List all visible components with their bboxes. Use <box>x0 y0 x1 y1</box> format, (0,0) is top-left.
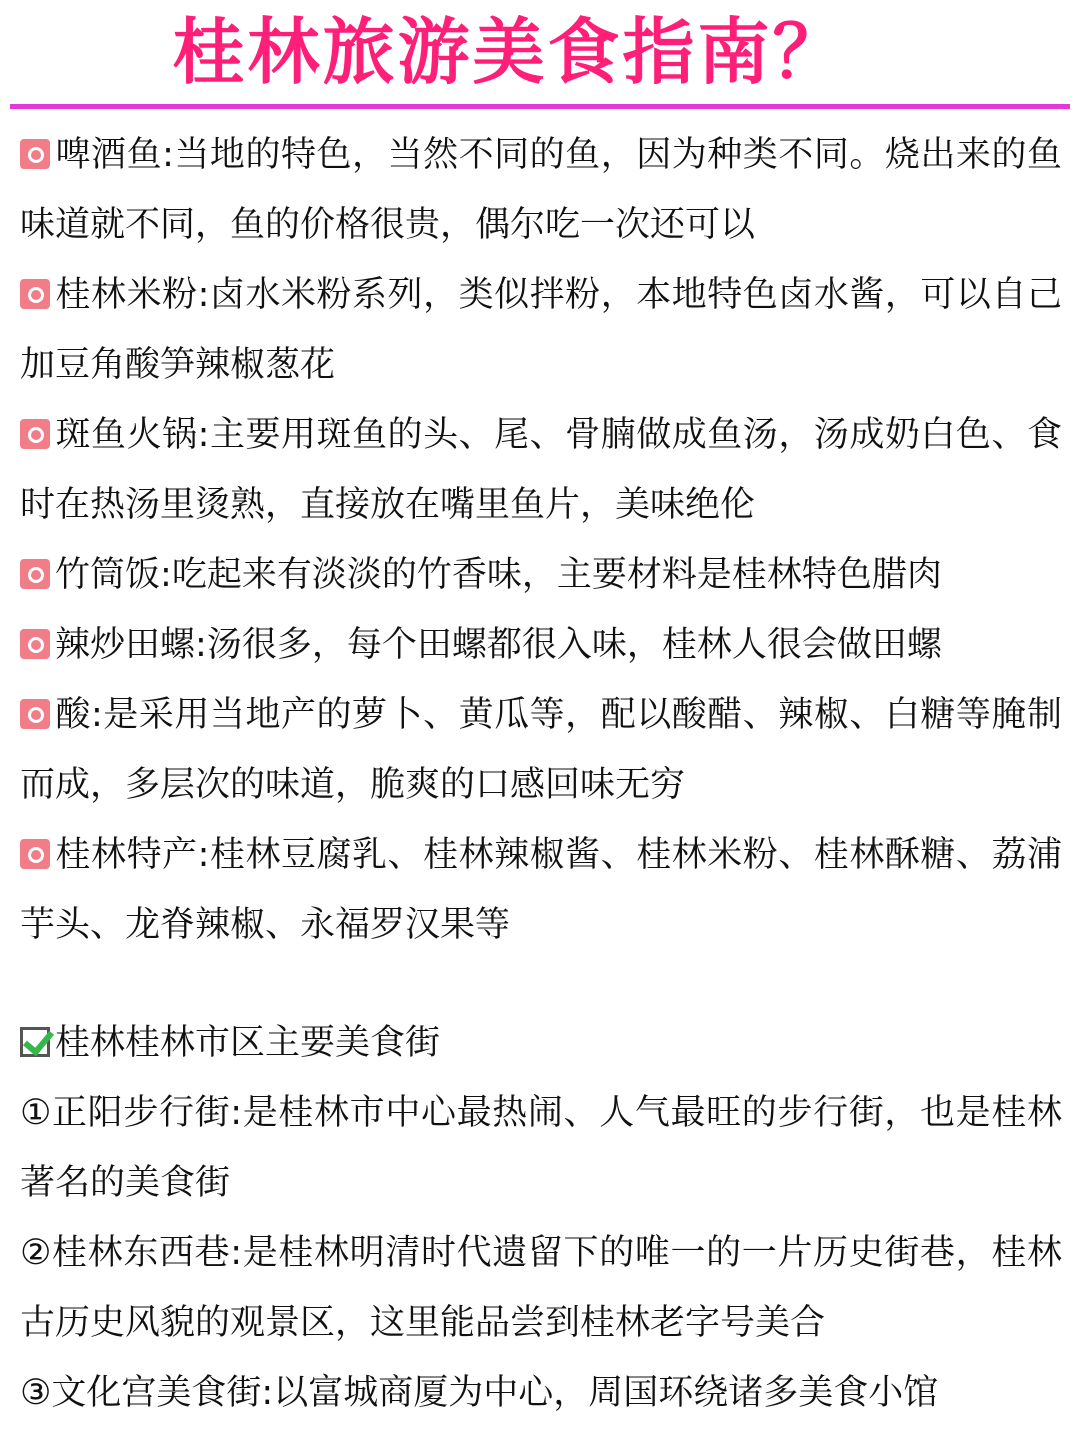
food-desc: 当地的特色，当然不同的鱼，因为种类不同。烧出来的鱼味道就不同，鱼的价格很贵，偶尔吃一次还可以 <box>20 135 1062 245</box>
food-desc: 桂林豆腐乳、桂林辣椒酱、桂林米粉、桂林酥糖、荔浦芋头、龙脊辣椒、永福罗汉果等 <box>20 835 1062 945</box>
street-name: 文化宫美食街 <box>51 1373 262 1413</box>
food-item-specialties: 桂林特产:桂林豆腐乳、桂林辣椒酱、桂林米粉、桂林酥糖、荔浦芋头、龙脊辣椒、永福罗汉果等 <box>20 835 1062 945</box>
streets-heading <box>20 1008 1062 1078</box>
food-desc: 汤很多，每个田螺都很入味，桂林人很会做田螺 <box>206 625 942 665</box>
streets-heading-text: 桂林桂林市区主要美食街 <box>55 1023 441 1063</box>
food-desc: 是采用当地产的萝卜、黄瓜等，配以酸醋、辣椒、白糖等腌制而成，多层次的味道，脆爽的口感回味无穷 <box>20 695 1062 805</box>
pink-circle-marker-icon <box>20 559 50 589</box>
street-number: ③ <box>20 1373 52 1413</box>
street-name: 正阳步行街 <box>51 1093 231 1133</box>
section-gap <box>20 960 1062 1008</box>
street-desc: 以富城商厦为中心，周国环绕诸多美食小馆 <box>273 1373 939 1413</box>
food-item-beer-fish: 啤酒鱼:当地的特色，当然不同的鱼，因为种类不同。烧出来的鱼味道就不同，鱼的价格很贵，偶尔吃一次还可以 <box>20 135 1062 245</box>
street-item-dongxi-lane: ②桂林东西巷:是桂林明清时代遗留下的唯一的一片历史街巷，桂林古历史风貌的观景区，这里能品尝到桂林老字号美合 <box>20 1218 1062 1358</box>
pink-circle-marker-icon <box>20 699 50 729</box>
street-number: ① <box>20 1093 52 1133</box>
street-desc: 是桂林明清时代遗留下的唯一的一片历史街巷，桂林古历史风貌的观景区，这里能品尝到桂林老字号美合 <box>20 1233 1062 1343</box>
street-item-culture-palace: ③文化宫美食街:以富城商厦为中心，周国环绕诸多美食小馆 <box>20 1358 1062 1428</box>
pink-circle-marker-icon <box>20 419 50 449</box>
food-name: 桂林特产 <box>55 835 198 875</box>
food-item-bamboo-rice: 竹筒饭:吃起来有淡淡的竹香味，主要材料是桂林特色腊肉 <box>20 540 1062 610</box>
food-item-snails: 辣炒田螺:汤很多，每个田螺都很入味，桂林人很会做田螺 <box>20 610 1062 680</box>
pink-circle-marker-icon <box>20 139 50 169</box>
street-name: 桂林东西巷 <box>51 1233 231 1273</box>
food-item-fish-hotpot: 斑鱼火锅:主要用斑鱼的头、尾、骨腩做成鱼汤，汤成奶白色、食时在热汤里烫熟，直接放在嘴里鱼片，美味绝伦 <box>20 415 1062 525</box>
food-desc: 吃起来有淡淡的竹香味，主要材料是桂林特色腊肉 <box>171 555 942 595</box>
pink-circle-marker-icon <box>20 839 50 869</box>
food-name: 斑鱼火锅 <box>55 415 198 455</box>
title-divider <box>10 104 1070 109</box>
pink-circle-marker-icon <box>20 629 50 659</box>
checkbox-check-icon <box>20 1027 50 1057</box>
food-name: 桂林米粉 <box>55 275 198 315</box>
food-name: 竹筒饭 <box>55 555 161 595</box>
street-item-zhengyang: ①正阳步行街:是桂林市中心最热闹、人气最旺的步行街，也是桂林著名的美食街 <box>20 1078 1062 1218</box>
street-desc: 是桂林市中心最热闹、人气最旺的步行街，也是桂林著名的美食街 <box>20 1093 1062 1203</box>
food-name: 啤酒鱼 <box>55 135 163 175</box>
guide-content <box>20 120 1062 1428</box>
food-name: 辣炒田螺 <box>55 625 196 665</box>
street-number: ② <box>20 1233 52 1273</box>
food-desc: 卤水米粉系列，类似拌粉，本地特色卤水酱，可以自己加豆角酸笋辣椒葱花 <box>20 275 1062 385</box>
food-item-rice-noodle: 桂林米粉:卤水米粉系列，类似拌粉，本地特色卤水酱，可以自己加豆角酸笋辣椒葱花 <box>20 275 1062 385</box>
pink-circle-marker-icon <box>20 279 50 309</box>
food-item-pickles: 酸:是采用当地产的萝卜、黄瓜等，配以酸醋、辣椒、白糖等腌制而成，多层次的味道，脆爽的口感回味无穷 <box>20 695 1062 805</box>
food-name: 酸 <box>55 695 92 735</box>
food-desc: 主要用斑鱼的头、尾、骨腩做成鱼汤，汤成奶白色、食时在热汤里烫熟，直接放在嘴里鱼片，美味绝伦 <box>20 415 1062 525</box>
page-title: 桂林旅游美食指南？ <box>172 10 848 94</box>
